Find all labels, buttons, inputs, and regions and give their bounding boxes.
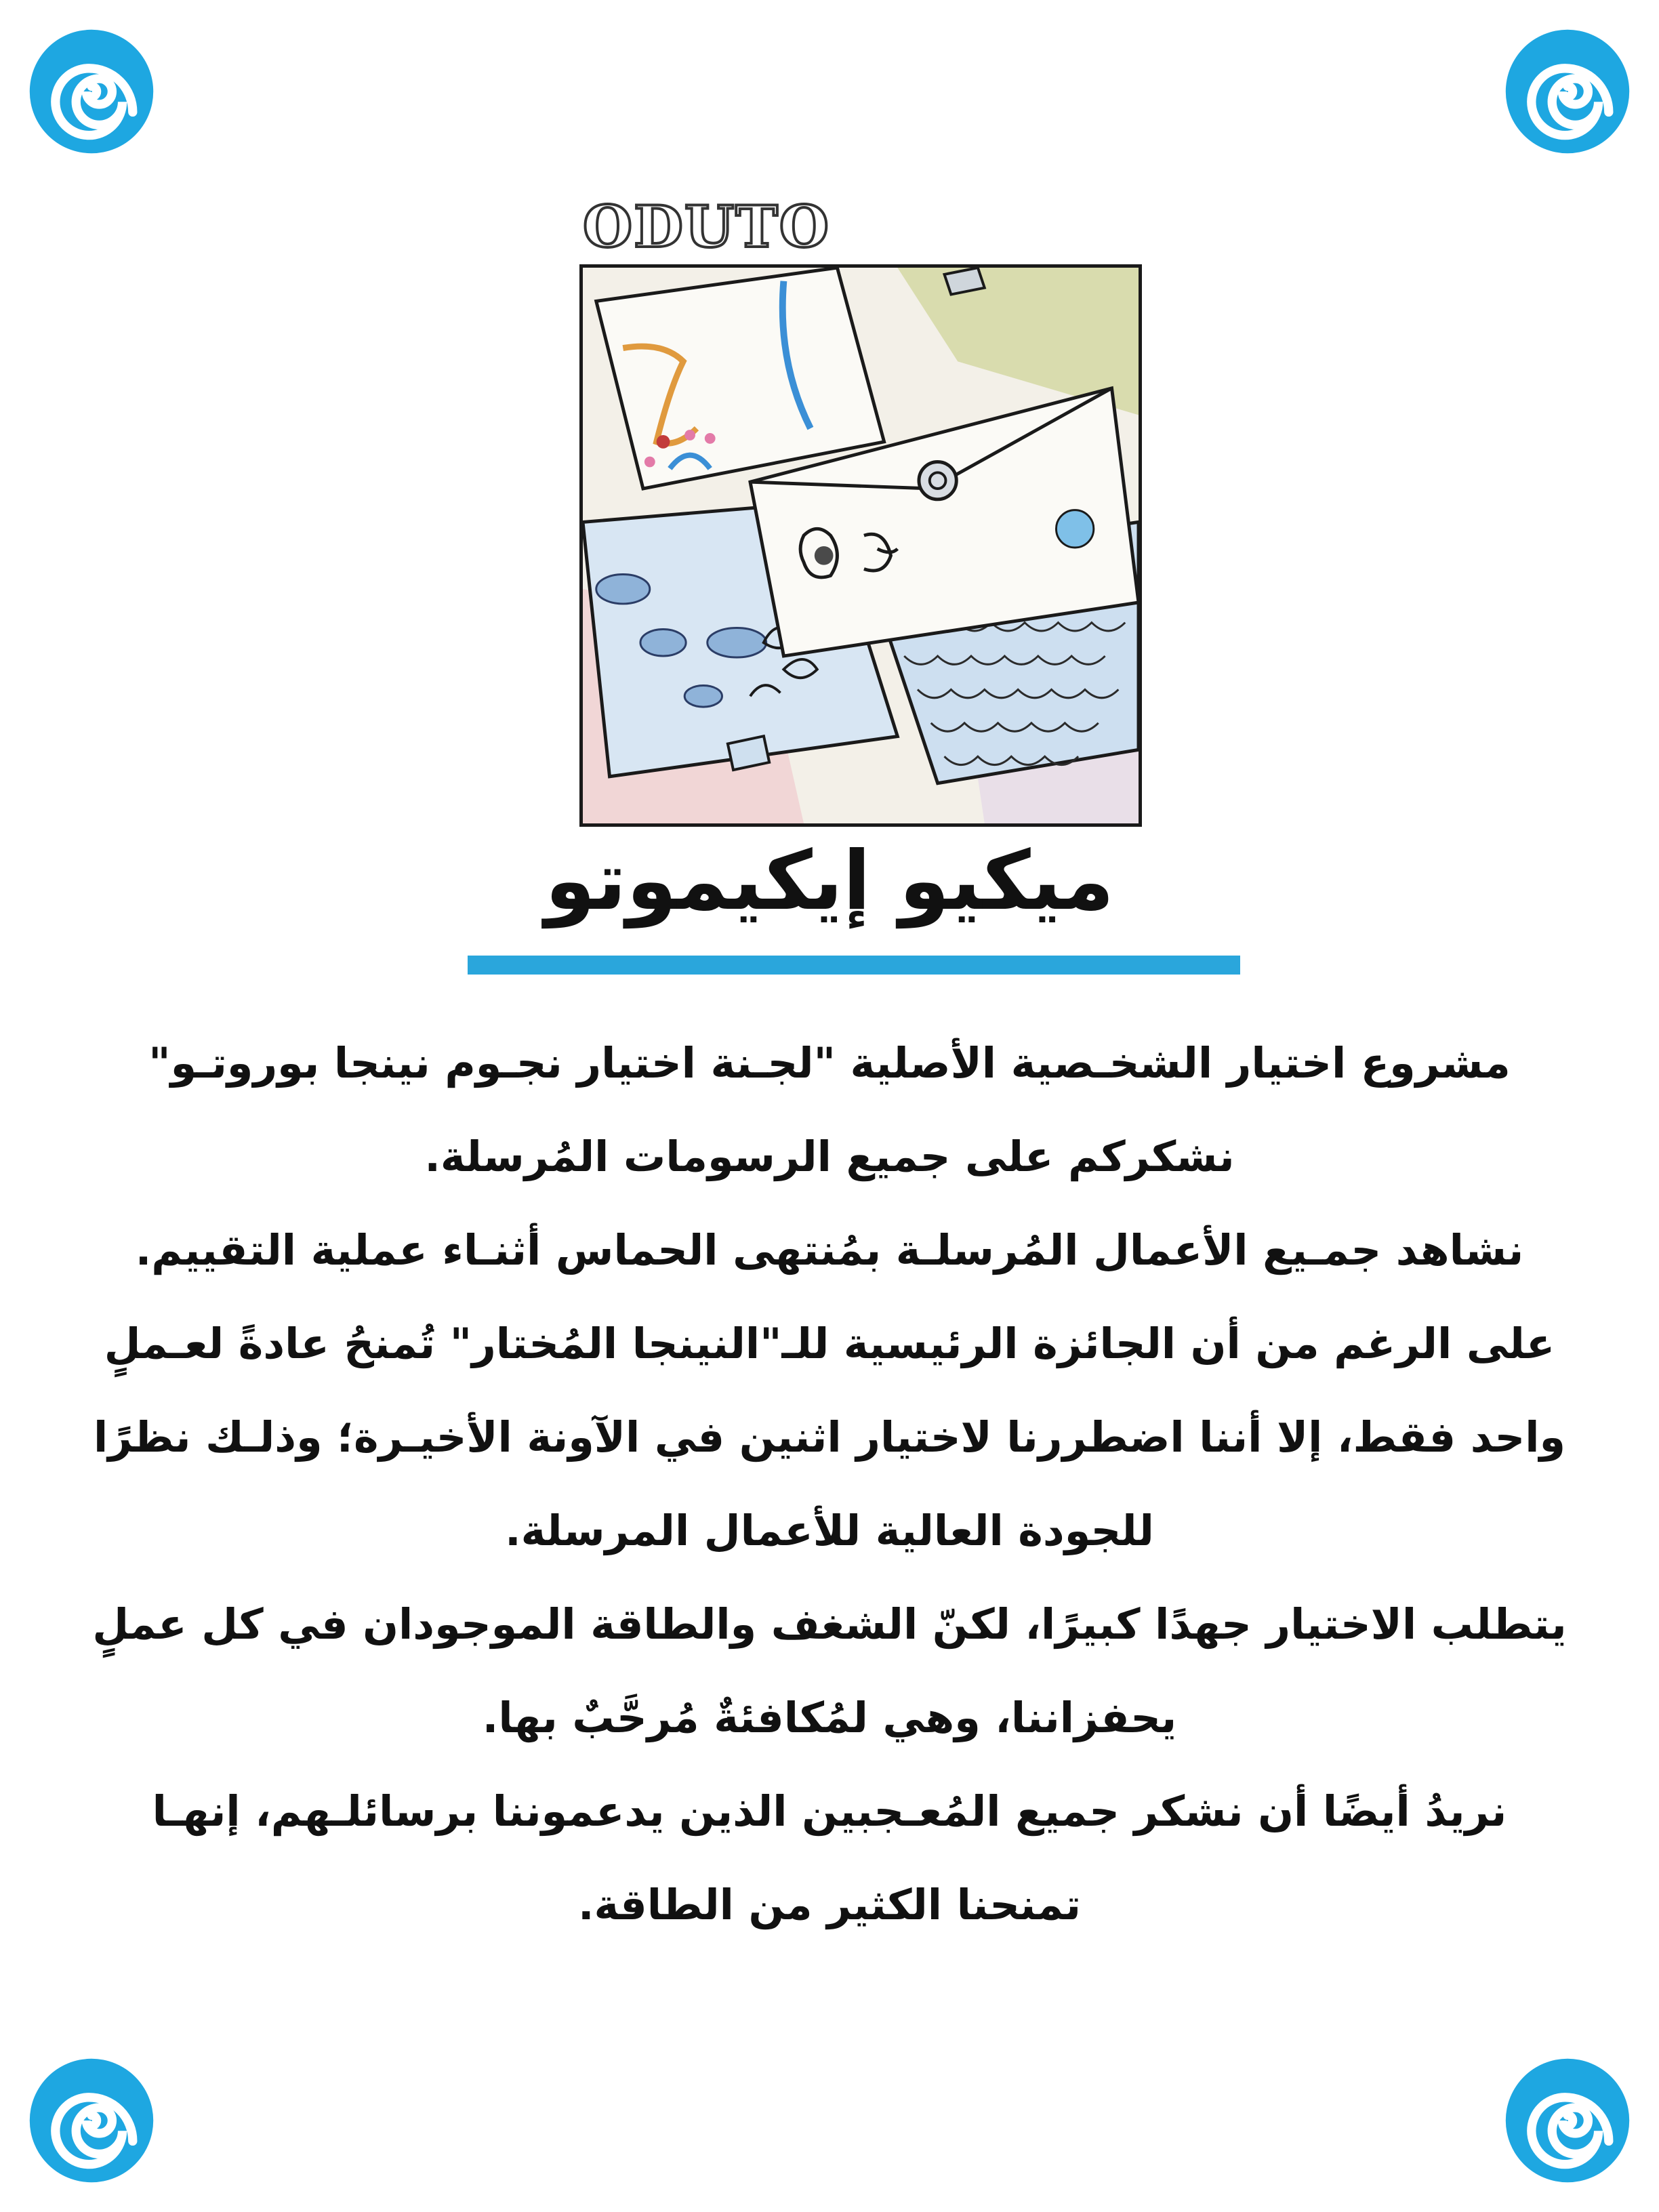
message-line: واحد فقط، إلا أننا اضطررنا لاختيار اثنين في الآونة الأخيـرة؛ وذلـك نظرًا — [94, 1412, 1565, 1462]
title-underline — [468, 956, 1240, 975]
artist-name-title: ميكيو إيكيموتو — [545, 834, 1114, 928]
message-line: على الرغم من أن الجائزة الرئيسية للـ"النينجا المُختار" تُمنحُ عادةً لعـملٍ — [104, 1319, 1555, 1368]
envelopes-drawing-icon — [583, 268, 1139, 823]
message-line: مشروع اختيار الشخـصية الأصلية "لجـنة اختيار نجـوم نينجا بوروتـو" — [148, 1038, 1511, 1088]
artwork-brand-label: ODUTO — [583, 193, 830, 260]
message-line: نريدُ أيضًا أن نشكر جميع المُعـجبين الذين يدعموننا برسائلـهم، إنهـا — [152, 1786, 1507, 1836]
spiral-icon — [1503, 27, 1632, 156]
message-line: نشاهد جمـيع الأعمال المُرسلـة بمُنتهى الحماس أثنـاء عملية التقييم. — [135, 1225, 1524, 1275]
artwork-image — [579, 264, 1142, 827]
message-line: يحفزاننا، وهي لمُكافئةٌ مُرحَّبٌ بها. — [482, 1693, 1177, 1742]
message-line: يتطلب الاختيار جهدًا كبيرًا، لكنّ الشغف والطاقة الموجودان في كل عملٍ — [92, 1599, 1567, 1649]
message-line: نشكركم على جميع الرسومات المُرسلة. — [424, 1132, 1235, 1181]
spiral-icon — [27, 2056, 156, 2185]
message-body — [61, 1017, 1598, 1952]
message-line: للجودة العالية للأعمال المرسلة. — [505, 1506, 1154, 1555]
message-line: تمنحنا الكثير من الطاقة. — [577, 1880, 1082, 1929]
spiral-icon — [1503, 2056, 1632, 2185]
spiral-icon — [27, 27, 156, 156]
